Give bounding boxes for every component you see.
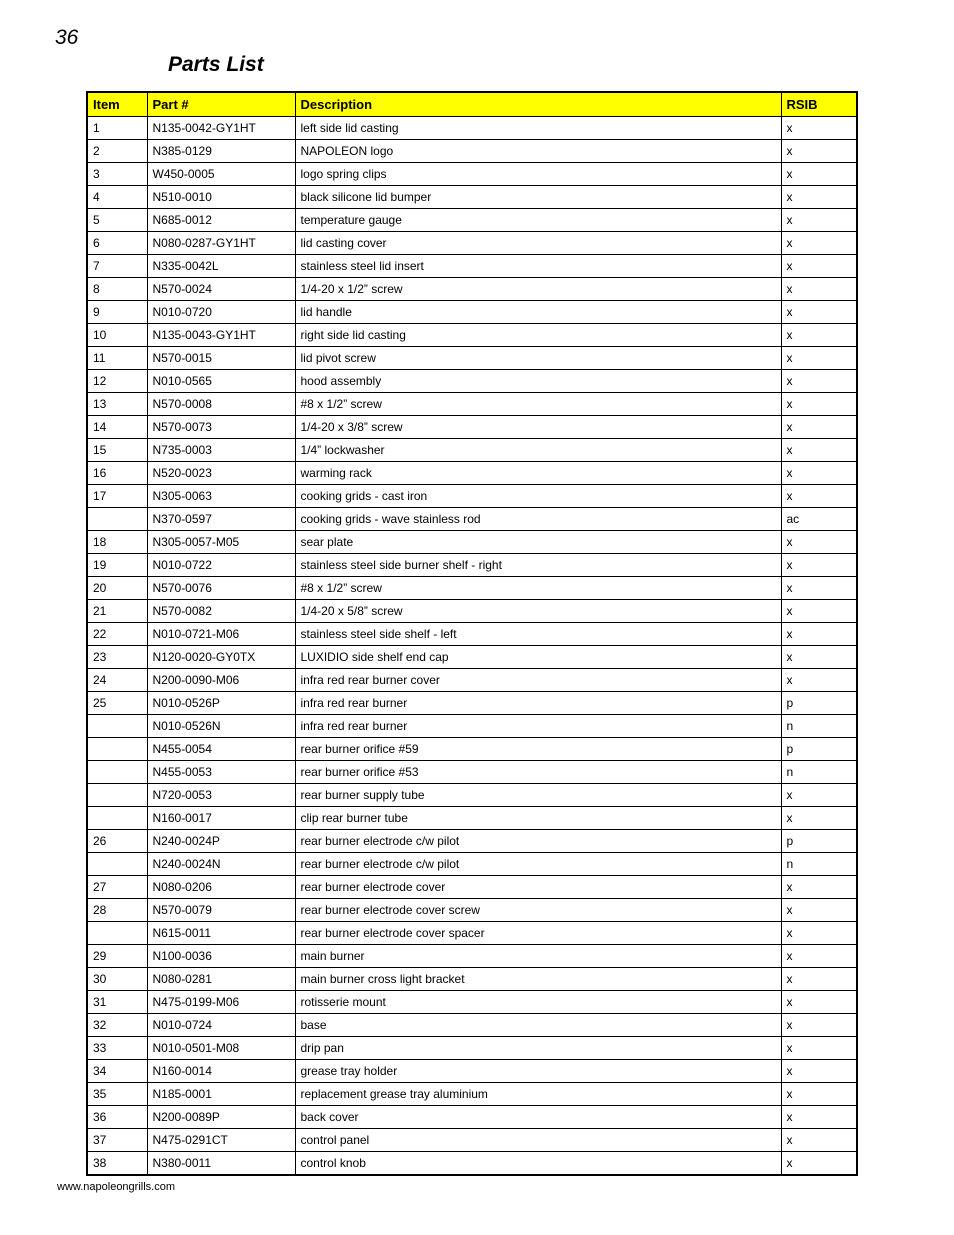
cell-item: 26 <box>87 830 147 853</box>
table-row <box>87 324 857 347</box>
cell-rsib: ac <box>781 508 857 531</box>
parts-table <box>86 91 858 1176</box>
cell-description: back cover <box>295 1106 781 1129</box>
cell-part-number: N080-0287-GY1HT <box>147 232 295 255</box>
cell-description: rear burner electrode c/w pilot <box>295 830 781 853</box>
cell-description: base <box>295 1014 781 1037</box>
cell-item: 30 <box>87 968 147 991</box>
table-row <box>87 600 857 623</box>
cell-item: 36 <box>87 1106 147 1129</box>
table-row <box>87 1106 857 1129</box>
cell-part-number: N080-0281 <box>147 968 295 991</box>
cell-part-number: N455-0053 <box>147 761 295 784</box>
table-row <box>87 715 857 738</box>
cell-item <box>87 715 147 738</box>
cell-rsib: n <box>781 715 857 738</box>
table-row <box>87 485 857 508</box>
cell-part-number: N160-0014 <box>147 1060 295 1083</box>
cell-part-number: N135-0042-GY1HT <box>147 117 295 140</box>
cell-part-number: W450-0005 <box>147 163 295 186</box>
cell-rsib: x <box>781 255 857 278</box>
table-row <box>87 531 857 554</box>
cell-part-number: N305-0063 <box>147 485 295 508</box>
table-row <box>87 393 857 416</box>
cell-description: sear plate <box>295 531 781 554</box>
cell-item: 38 <box>87 1152 147 1176</box>
cell-part-number: N010-0722 <box>147 554 295 577</box>
cell-item: 35 <box>87 1083 147 1106</box>
cell-rsib: x <box>781 485 857 508</box>
table-row <box>87 692 857 715</box>
cell-part-number: N570-0008 <box>147 393 295 416</box>
cell-part-number: N520-0023 <box>147 462 295 485</box>
cell-rsib: x <box>781 899 857 922</box>
cell-rsib: x <box>781 807 857 830</box>
cell-part-number: N570-0015 <box>147 347 295 370</box>
cell-rsib: x <box>781 623 857 646</box>
column-header-description: Description <box>295 92 781 117</box>
cell-part-number: N735-0003 <box>147 439 295 462</box>
cell-item: 4 <box>87 186 147 209</box>
cell-rsib: x <box>781 209 857 232</box>
cell-item: 5 <box>87 209 147 232</box>
cell-part-number: N200-0089P <box>147 1106 295 1129</box>
cell-rsib: x <box>781 324 857 347</box>
cell-description: rotisserie mount <box>295 991 781 1014</box>
cell-part-number: N570-0073 <box>147 416 295 439</box>
cell-part-number: N010-0720 <box>147 301 295 324</box>
table-row <box>87 922 857 945</box>
cell-item: 1 <box>87 117 147 140</box>
table-row <box>87 416 857 439</box>
table-row <box>87 738 857 761</box>
cell-description: drip pan <box>295 1037 781 1060</box>
cell-item <box>87 784 147 807</box>
table-row <box>87 1083 857 1106</box>
cell-part-number: N510-0010 <box>147 186 295 209</box>
table-row <box>87 163 857 186</box>
footer-url: www.napoleongrills.com <box>57 1181 175 1193</box>
cell-description: #8 x 1/2” screw <box>295 577 781 600</box>
table-row <box>87 1014 857 1037</box>
table-row <box>87 623 857 646</box>
cell-rsib: p <box>781 738 857 761</box>
cell-description: infra red rear burner cover <box>295 669 781 692</box>
cell-part-number: N010-0724 <box>147 1014 295 1037</box>
page-title: Parts List <box>168 53 264 76</box>
cell-item <box>87 761 147 784</box>
cell-rsib: x <box>781 577 857 600</box>
cell-rsib: x <box>781 301 857 324</box>
cell-part-number: N615-0011 <box>147 922 295 945</box>
cell-description: LUXIDIO side shelf end cap <box>295 646 781 669</box>
cell-description: rear burner orifice #53 <box>295 761 781 784</box>
cell-part-number: N160-0017 <box>147 807 295 830</box>
cell-item: 33 <box>87 1037 147 1060</box>
table-row <box>87 807 857 830</box>
cell-item: 18 <box>87 531 147 554</box>
cell-part-number: N475-0291CT <box>147 1129 295 1152</box>
cell-item: 27 <box>87 876 147 899</box>
parts-table-body <box>87 117 857 1176</box>
table-row <box>87 646 857 669</box>
table-row <box>87 232 857 255</box>
cell-rsib: x <box>781 1129 857 1152</box>
cell-description: NAPOLEON logo <box>295 140 781 163</box>
cell-description: cooking grids - cast iron <box>295 485 781 508</box>
cell-part-number: N475-0199-M06 <box>147 991 295 1014</box>
cell-item <box>87 922 147 945</box>
cell-description: infra red rear burner <box>295 715 781 738</box>
table-row <box>87 1060 857 1083</box>
cell-part-number: N570-0082 <box>147 600 295 623</box>
cell-part-number: N370-0597 <box>147 508 295 531</box>
cell-rsib: x <box>781 554 857 577</box>
table-row <box>87 899 857 922</box>
cell-part-number: N240-0024N <box>147 853 295 876</box>
table-row <box>87 577 857 600</box>
cell-description: 1/4” lockwasher <box>295 439 781 462</box>
table-row <box>87 761 857 784</box>
cell-item: 37 <box>87 1129 147 1152</box>
cell-item: 17 <box>87 485 147 508</box>
table-row <box>87 853 857 876</box>
cell-rsib: x <box>781 1060 857 1083</box>
cell-description: stainless steel side burner shelf - right <box>295 554 781 577</box>
cell-rsib: x <box>781 1014 857 1037</box>
table-row <box>87 140 857 163</box>
cell-item <box>87 853 147 876</box>
cell-item: 29 <box>87 945 147 968</box>
cell-rsib: n <box>781 853 857 876</box>
cell-item: 12 <box>87 370 147 393</box>
cell-part-number: N385-0129 <box>147 140 295 163</box>
cell-part-number: N570-0079 <box>147 899 295 922</box>
cell-description: 1/4-20 x 5/8” screw <box>295 600 781 623</box>
cell-rsib: x <box>781 600 857 623</box>
cell-rsib: x <box>781 278 857 301</box>
cell-description: rear burner electrode cover spacer <box>295 922 781 945</box>
cell-part-number: N135-0043-GY1HT <box>147 324 295 347</box>
cell-item: 34 <box>87 1060 147 1083</box>
table-row <box>87 347 857 370</box>
cell-rsib: x <box>781 1106 857 1129</box>
table-row <box>87 209 857 232</box>
cell-rsib: x <box>781 416 857 439</box>
cell-part-number: N010-0501-M08 <box>147 1037 295 1060</box>
cell-rsib: x <box>781 1152 857 1176</box>
cell-part-number: N010-0565 <box>147 370 295 393</box>
cell-item: 19 <box>87 554 147 577</box>
cell-rsib: p <box>781 692 857 715</box>
table-row <box>87 784 857 807</box>
cell-item: 7 <box>87 255 147 278</box>
cell-part-number: N305-0057-M05 <box>147 531 295 554</box>
cell-description: rear burner supply tube <box>295 784 781 807</box>
cell-item <box>87 807 147 830</box>
cell-description: stainless steel side shelf - left <box>295 623 781 646</box>
table-row <box>87 255 857 278</box>
cell-description: infra red rear burner <box>295 692 781 715</box>
cell-description: replacement grease tray aluminium <box>295 1083 781 1106</box>
cell-item: 28 <box>87 899 147 922</box>
cell-rsib: x <box>781 669 857 692</box>
cell-rsib: x <box>781 347 857 370</box>
cell-rsib: x <box>781 945 857 968</box>
table-row <box>87 508 857 531</box>
cell-description: 1/4-20 x 3/8” screw <box>295 416 781 439</box>
cell-description: grease tray holder <box>295 1060 781 1083</box>
table-row <box>87 462 857 485</box>
cell-part-number: N380-0011 <box>147 1152 295 1176</box>
cell-rsib: x <box>781 1037 857 1060</box>
cell-rsib: x <box>781 439 857 462</box>
cell-rsib: x <box>781 140 857 163</box>
cell-description: main burner cross light bracket <box>295 968 781 991</box>
cell-item <box>87 738 147 761</box>
cell-part-number: N335-0042L <box>147 255 295 278</box>
cell-rsib: x <box>781 531 857 554</box>
column-header-rsib: RSIB <box>781 92 857 117</box>
cell-item: 21 <box>87 600 147 623</box>
cell-description: cooking grids - wave stainless rod <box>295 508 781 531</box>
cell-description: rear burner electrode c/w pilot <box>295 853 781 876</box>
cell-rsib: x <box>781 1083 857 1106</box>
cell-rsib: x <box>781 393 857 416</box>
cell-item: 20 <box>87 577 147 600</box>
cell-part-number: N200-0090-M06 <box>147 669 295 692</box>
cell-rsib: x <box>781 922 857 945</box>
cell-description: logo spring clips <box>295 163 781 186</box>
table-row <box>87 278 857 301</box>
table-row <box>87 554 857 577</box>
cell-description: lid handle <box>295 301 781 324</box>
cell-item: 22 <box>87 623 147 646</box>
cell-rsib: n <box>781 761 857 784</box>
column-header-part-number: Part # <box>147 92 295 117</box>
table-row <box>87 117 857 140</box>
table-row <box>87 945 857 968</box>
cell-item: 24 <box>87 669 147 692</box>
cell-rsib: x <box>781 876 857 899</box>
cell-rsib: x <box>781 968 857 991</box>
cell-description: main burner <box>295 945 781 968</box>
table-row <box>87 301 857 324</box>
table-row <box>87 876 857 899</box>
cell-description: warming rack <box>295 462 781 485</box>
cell-description: lid casting cover <box>295 232 781 255</box>
cell-part-number: N185-0001 <box>147 1083 295 1106</box>
cell-item: 23 <box>87 646 147 669</box>
table-row <box>87 968 857 991</box>
cell-part-number: N570-0076 <box>147 577 295 600</box>
table-row <box>87 439 857 462</box>
cell-rsib: x <box>781 163 857 186</box>
table-row <box>87 1152 857 1176</box>
cell-item: 11 <box>87 347 147 370</box>
table-row <box>87 186 857 209</box>
cell-part-number: N455-0054 <box>147 738 295 761</box>
cell-rsib: x <box>781 117 857 140</box>
cell-item: 14 <box>87 416 147 439</box>
table-row <box>87 669 857 692</box>
cell-part-number: N010-0526N <box>147 715 295 738</box>
cell-item: 16 <box>87 462 147 485</box>
cell-rsib: x <box>781 646 857 669</box>
cell-item: 15 <box>87 439 147 462</box>
cell-item: 13 <box>87 393 147 416</box>
cell-description: rear burner electrode cover <box>295 876 781 899</box>
cell-item: 25 <box>87 692 147 715</box>
cell-rsib: x <box>781 462 857 485</box>
cell-item: 2 <box>87 140 147 163</box>
cell-part-number: N010-0721-M06 <box>147 623 295 646</box>
cell-description: black silicone lid bumper <box>295 186 781 209</box>
cell-part-number: N080-0206 <box>147 876 295 899</box>
cell-description: temperature gauge <box>295 209 781 232</box>
cell-description: clip rear burner tube <box>295 807 781 830</box>
cell-item: 8 <box>87 278 147 301</box>
cell-item <box>87 508 147 531</box>
cell-description: rear burner electrode cover screw <box>295 899 781 922</box>
table-row <box>87 370 857 393</box>
cell-rsib: x <box>781 370 857 393</box>
table-row <box>87 991 857 1014</box>
cell-description: control panel <box>295 1129 781 1152</box>
table-row <box>87 830 857 853</box>
cell-description: #8 x 1/2” screw <box>295 393 781 416</box>
cell-item: 3 <box>87 163 147 186</box>
cell-item: 31 <box>87 991 147 1014</box>
cell-description: left side lid casting <box>295 117 781 140</box>
cell-rsib: p <box>781 830 857 853</box>
cell-description: control knob <box>295 1152 781 1176</box>
cell-item: 6 <box>87 232 147 255</box>
cell-rsib: x <box>781 232 857 255</box>
cell-item: 32 <box>87 1014 147 1037</box>
table-header-row <box>87 92 857 117</box>
cell-item: 10 <box>87 324 147 347</box>
cell-part-number: N120-0020-GY0TX <box>147 646 295 669</box>
cell-description: right side lid casting <box>295 324 781 347</box>
cell-rsib: x <box>781 784 857 807</box>
page-number: 36 <box>55 26 79 49</box>
table-row <box>87 1129 857 1152</box>
table-row <box>87 1037 857 1060</box>
cell-rsib: x <box>781 186 857 209</box>
cell-description: rear burner orifice #59 <box>295 738 781 761</box>
cell-part-number: N570-0024 <box>147 278 295 301</box>
cell-description: lid pivot screw <box>295 347 781 370</box>
cell-description: hood assembly <box>295 370 781 393</box>
cell-part-number: N100-0036 <box>147 945 295 968</box>
cell-rsib: x <box>781 991 857 1014</box>
column-header-item: Item <box>87 92 147 117</box>
cell-description: stainless steel lid insert <box>295 255 781 278</box>
cell-description: 1/4-20 x 1/2” screw <box>295 278 781 301</box>
cell-part-number: N240-0024P <box>147 830 295 853</box>
cell-part-number: N010-0526P <box>147 692 295 715</box>
cell-item: 9 <box>87 301 147 324</box>
cell-part-number: N685-0012 <box>147 209 295 232</box>
cell-part-number: N720-0053 <box>147 784 295 807</box>
